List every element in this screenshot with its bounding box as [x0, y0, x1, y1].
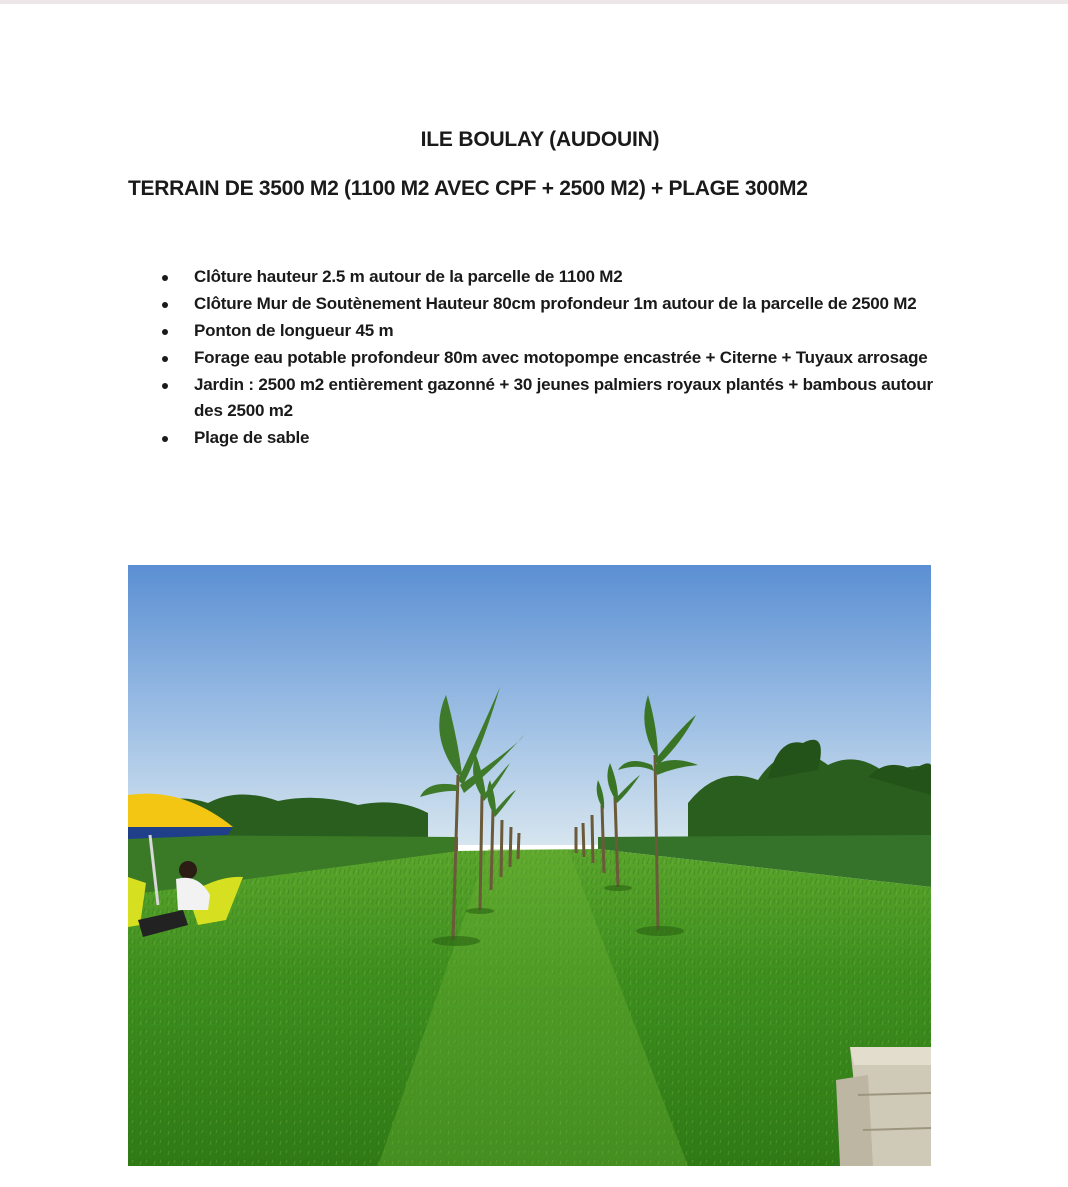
bullet-icon: [162, 436, 168, 442]
document-title: ILE BOULAY (AUDOUIN): [420, 128, 660, 151]
bullet-icon: [162, 302, 168, 308]
top-divider: [0, 0, 1068, 4]
list-item: [128, 318, 958, 344]
list-item: [128, 345, 958, 371]
bullet-icon: [162, 383, 168, 389]
bullet-icon: [162, 329, 168, 335]
bullet-icon: [162, 275, 168, 281]
feature-text: Clôture hauteur 2.5 m autour de la parcelle de 1100 M2: [194, 267, 623, 286]
feature-list: [128, 264, 958, 452]
property-photo: [128, 565, 931, 1166]
document-subtitle: TERRAIN DE 3500 M2 (1100 M2 AVEC CPF + 2500 M2) + PLAGE 300M2: [128, 177, 808, 200]
feature-text: Clôture Mur de Soutènement Hauteur 80cm profondeur 1m autour de la parcelle de 2500 M2: [194, 294, 917, 313]
feature-text: Jardin : 2500 m2 entièrement gazonné + 30 jeunes palmiers royaux plantés + bambous autour des 2500 m2: [194, 375, 933, 420]
list-item: [128, 264, 958, 290]
list-item: [128, 425, 958, 451]
feature-text: Plage de sable: [194, 428, 310, 447]
feature-text: Ponton de longueur 45 m: [194, 321, 394, 340]
bullet-icon: [162, 356, 168, 362]
feature-text: Forage eau potable profondeur 80m avec motopompe encastrée + Citerne + Tuyaux arrosage: [194, 348, 928, 367]
list-item: [128, 372, 958, 424]
list-item: [128, 291, 958, 317]
